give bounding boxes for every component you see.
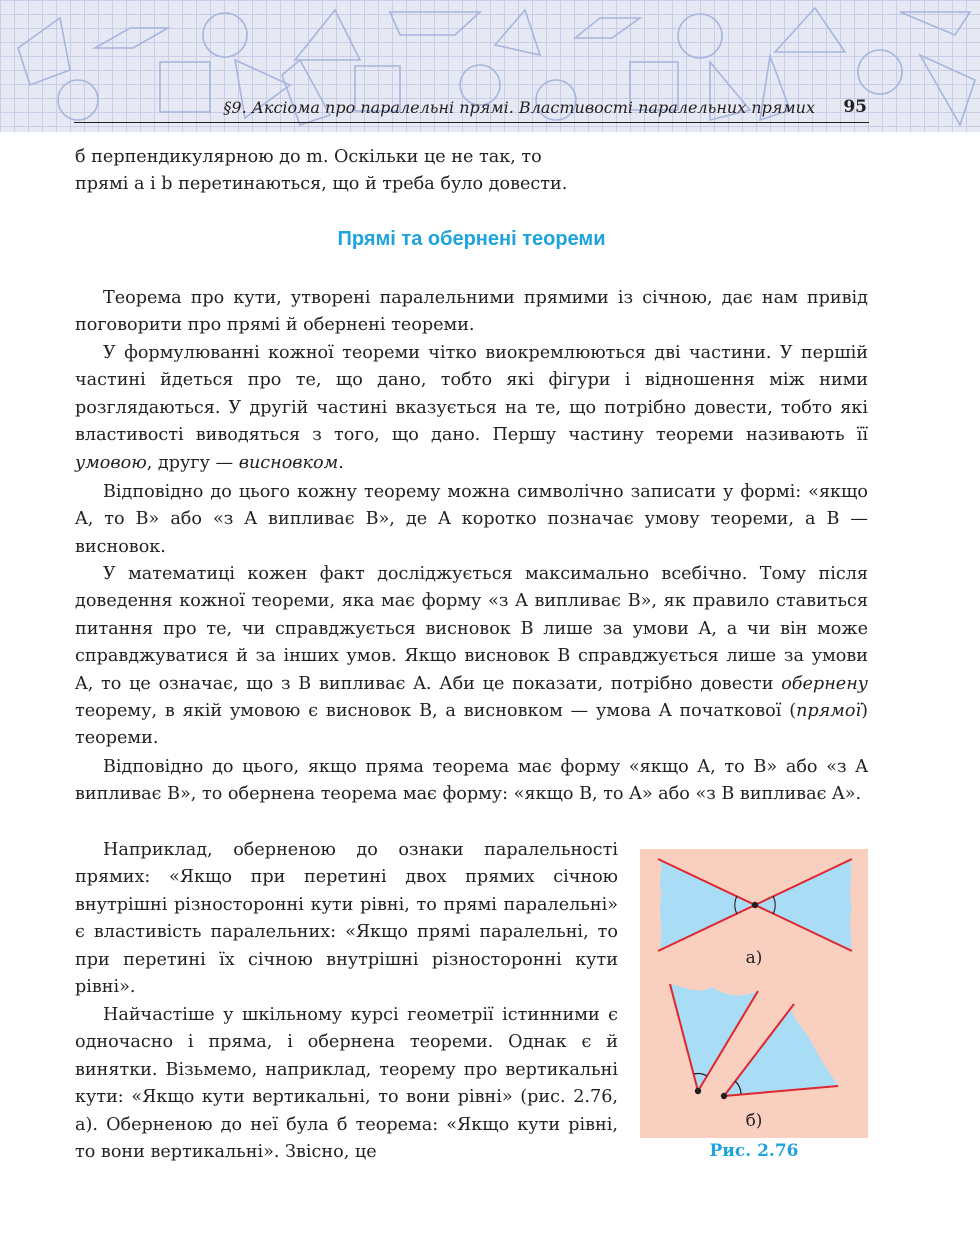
page-header [0, 0, 980, 132]
term-converse: обернену [781, 673, 868, 694]
paragraph-2-text: У формулюванні кожної теореми чітко виокремлюються дві частини. У першій частині йдеться про те, що дано, тобто які фігури і відношення між ними розглядаються. У другій частині вказується на те, що потрібно довести, тобто які властивості виводяться з того, що дано. Першу частину теореми називають її [75, 343, 868, 446]
vertex-point-a [752, 902, 758, 908]
paragraph-5: Відповідно до цього, якщо пряма теорема має форму «якщо A, то B» або «з A випливає B», то обернена теорема має форму: «якщо B, то A» або «з B випливає A». [75, 757, 868, 805]
figure-2-76 [640, 849, 868, 1138]
paragraph-4-mid: теорему, в якій умовою є висновок B, а висновком — умова A початкової ( [75, 701, 797, 722]
term-conclusion: висновком [238, 452, 339, 473]
paragraph-4 [75, 561, 868, 753]
paragraph-2-end: . [338, 452, 344, 473]
vertex-point-b2 [721, 1093, 727, 1099]
intro-text [75, 144, 618, 199]
term-condition: умовою [75, 452, 147, 473]
paragraph-2-mid: , другу — [146, 452, 239, 473]
paragraph-7: Найчастіше у шкільному курсі геометрії істинними є одночасно і пряма, і обернена теореми. Однак є й винятки. Візьмемо, наприклад, теорему про вертикальні кути: «Якщо кути вертикальні, то вони рівні» (рис. 2.76, а). Оберненою до неї була б теорема: «Якщо кути рівні, то вони вертикальні». Звісно, це [75, 1005, 618, 1163]
paragraph-4-text: У математиці кожен факт досліджується максимально всебічно. Тому після доведення кожної теореми, яка має форму «з A випливає B», як правило ставиться питання про те, чи справджується висновок B лише за умови A, а чи він може справджуватися й за інших умов. Якщо висновок B справджується лише за умови A, то це означає, що з B випливає A. Аби це показати, потрібно довести [75, 564, 868, 694]
paragraph-3: Відповідно до цього кожну теорему можна символічно записати у формі: «якщо A, то B» або «з A випливає B», де A коротко позначає умову теореми, а B — висновок. [75, 482, 868, 557]
label-a: а) [745, 948, 763, 968]
intro-line-2: прямі a і b перетинаються, що й треба було довести. [75, 174, 568, 195]
paragraph-4-end: ) теореми. [75, 701, 868, 749]
figure-caption: Рис. 2.76 [709, 1141, 799, 1161]
paragraph-2 [75, 340, 868, 477]
paragraph-6: Наприклад, оберненою до ознаки паралельності прямих: «Якщо при перетині двох прямих січною внутрішні різносторонні кути рівні, то прямі паралельні» є властивість паралельних: «Якщо прямі паралельні, то при перетині їх січною внутрішні різносторонні кути рівні». [75, 840, 618, 998]
angles-diagram [640, 849, 868, 1138]
paragraph-1: Теорема про кути, утворені паралельними прямими із січною, дає нам привід поговорити про прямі й обернені теореми. [75, 288, 868, 336]
vertex-point-b1 [695, 1088, 701, 1094]
section-title: Прямі та обернені теореми [337, 228, 606, 250]
page-number: 95 [843, 97, 867, 117]
intro-line-1: б перпендикулярною до m. Оскільки це не так, то [75, 147, 542, 167]
term-direct: прямої [796, 701, 862, 722]
running-title: §9. Аксіома про паралельні прямі. Властивості паралельних прямих [223, 98, 815, 117]
label-b: б) [745, 1111, 763, 1131]
running-header [74, 96, 869, 123]
